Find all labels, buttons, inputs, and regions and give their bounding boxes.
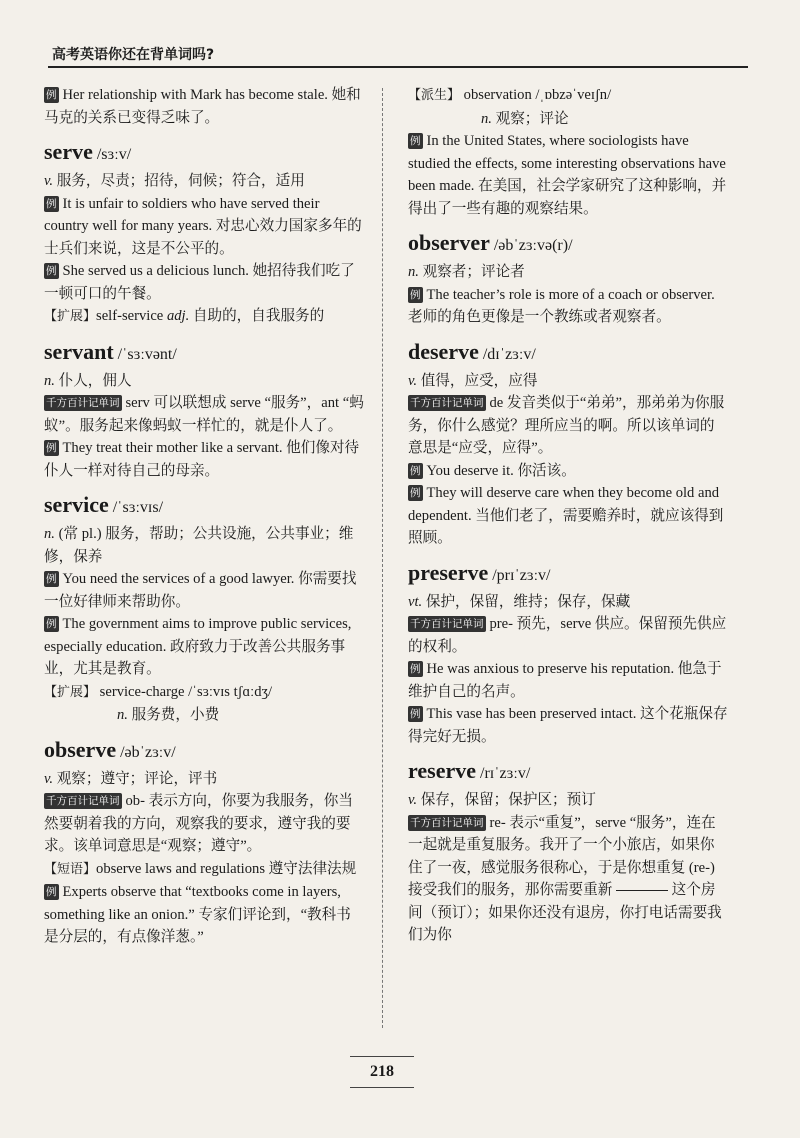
example-preserve-2: 例 This vase has been preserved intact. 这个花瓶保存得完好无损。	[408, 706, 728, 745]
definition-observe: v. 观察；遵守；评论，评书	[44, 770, 218, 787]
memory-icon: 千方百计记单词	[46, 397, 120, 409]
memory-preserve: 千方百计记单词 pre- 预先，serve 供应。保留预先供应的权利。	[408, 616, 727, 655]
definition-observer: n. 观察者；评论者	[408, 264, 525, 280]
example-icon: 例	[410, 135, 421, 147]
fill-in-blank	[616, 890, 668, 891]
headword-observe: observe /əbˈzɜːv/	[44, 736, 176, 762]
example-observe-1: 例 Experts observe that “textbooks come in layers, something like an onion.” 专家们评论到，“教科书是分层的，有点像洋葱。”	[44, 884, 351, 945]
expand-service-meaning: n. 服务费，小费	[117, 707, 220, 723]
example-preserve-1: 例 He was anxious to preserve his reputation. 他急于维护自己的名声。	[408, 661, 722, 700]
memory-deserve: 千方百计记单词 de 发音类似于“弟弟”，那弟弟为你服务，你什么感觉？理所应当的啊。所以该单词的意思是“应受，应得”。	[408, 395, 725, 456]
example-icon: 例	[46, 265, 57, 277]
example-service-1: 例 You need the services of a good lawyer. 你需要找一位好律师来帮助你。	[44, 571, 357, 610]
headword-observer: observer /əbˈzɜːvə(r)/	[408, 230, 573, 255]
memory-servant: 千方百计记单词 serv 可以联想成 serve “服务”，ant “蚂蚁”。服务起来像蚂蚁一样忙的，就是仆人了。	[44, 395, 364, 434]
definition-deserve: v. 值得，应受，应得	[408, 372, 538, 389]
headword-servant: servant /ˈsɜːvənt/	[44, 338, 177, 364]
memory-observe: 千方百计记单词 ob- 表示方向，你要为我服务，你当然要朝着我的方向，观察我的要求，遵守我的要求。该单词意思是“观察；遵守”。	[44, 793, 353, 854]
right-column	[408, 84, 728, 947]
headword-service: service /ˈsɜːvɪs/	[44, 492, 164, 517]
definition-servant: n. 仆人，佣人	[44, 372, 132, 389]
definition-reserve: v. 保存，保留；保护区；预订	[408, 792, 596, 808]
expand-serve: 【扩展】self-service adj. 自助的，自我服务的	[44, 308, 325, 324]
example-icon: 例	[410, 288, 421, 301]
example-observation: 例 In the United States, where sociologists have studied the effects, some interesting observations have been made. 在美国，社会学家研究了这种影响，并得出了一些有趣的观察结果。	[408, 133, 727, 217]
definition-service: n. (常 pl.) 服务，帮助；公共设施，公共事业；维修，保养	[44, 526, 354, 565]
left-column	[44, 84, 364, 949]
example-icon: 例	[410, 663, 421, 675]
header-rule	[48, 66, 748, 68]
example-service-2: 例 The government aims to improve public services, especially education. 政府致力于改善公共服务事业，尤其是教育。	[44, 616, 352, 677]
column-divider	[382, 88, 383, 1028]
example-icon: 例	[46, 197, 57, 210]
definition-serve: v. 服务，尽责；招待，伺候；符合，适用	[44, 173, 305, 189]
headword-deserve: deserve /dɪˈzɜːv/	[408, 338, 536, 364]
example-servant-1: 例 They treat their mother like a servant. 他们像对待仆人一样对待自己的母亲。	[44, 440, 360, 479]
definition-preserve: vt. 保护，保留，维持；保存，保藏	[408, 593, 631, 610]
example-icon: 例	[410, 708, 421, 720]
running-header: 高考英语你还在背单词吗?	[52, 47, 215, 63]
memory-icon: 千方百计记单词	[410, 397, 484, 409]
page-number: 218	[350, 1056, 414, 1088]
headword-preserve: preserve /prɪˈzɜːv/	[408, 559, 551, 585]
example-icon: 例	[46, 886, 57, 898]
example-serve-2: 例 She served us a delicious lunch. 她招待我们吃了一顿可口的午餐。	[44, 263, 355, 302]
example-icon: 例	[410, 464, 421, 477]
derive-observation-meaning: n. 观察；评论	[481, 110, 569, 127]
example-icon: 例	[46, 442, 57, 454]
example-icon: 例	[410, 487, 421, 499]
example-icon: 例	[46, 573, 57, 585]
example-serve-1: 例 It is unfair to soldiers who have served their country well for many years. 对忠心效力国家多年的士兵们来说，这是不公平的。	[44, 195, 362, 257]
memory-reserve: 千方百计记单词 re- 表示“重复”，serve “服务”，连在一起就是重复服务。我开了一个小旅店，如果你住了一夜，感觉服务很称心，于是你想重复 (re-) 接受我们的服务，那你需要重新 这个房间（预订）；如果你还没有退房，你打电话需要我们为你	[408, 814, 722, 943]
headword-reserve: reserve /rɪˈzɜːv/	[408, 758, 531, 783]
example-observer-1: 例 The teacher’s role is more of a coach or observer. 老师的角色更像是一个教练或者观察者。	[408, 286, 715, 325]
derive-observation: 【派生】 observation /ˌɒbzəˈveɪʃn/	[408, 87, 612, 103]
phrase-observe: 【短语】observe laws and regulations 遵守法律法规	[44, 860, 357, 877]
example-icon: 例	[46, 618, 57, 630]
headword-serve: serve /sɜːv/	[44, 139, 132, 164]
example-deserve-1: 例 You deserve it. 你活该。	[410, 462, 576, 479]
memory-icon: 千方百计记单词	[410, 618, 484, 630]
memory-icon: 千方百计记单词	[46, 795, 120, 807]
example-deserve-2: 例 They will deserve care when they become old and dependent. 当他们老了，需要赡养时，就应该得到照顾。	[408, 485, 724, 546]
expand-service: 【扩展】 service-charge /ˈsɜːvɪs tʃɑːdʒ/	[44, 683, 273, 700]
example-icon: 例	[46, 89, 57, 101]
example-stale: 例 Her relationship with Mark has become stale. 她和马克的关系已变得乏味了。	[44, 87, 361, 126]
memory-icon: 千方百计记单词	[410, 816, 484, 829]
